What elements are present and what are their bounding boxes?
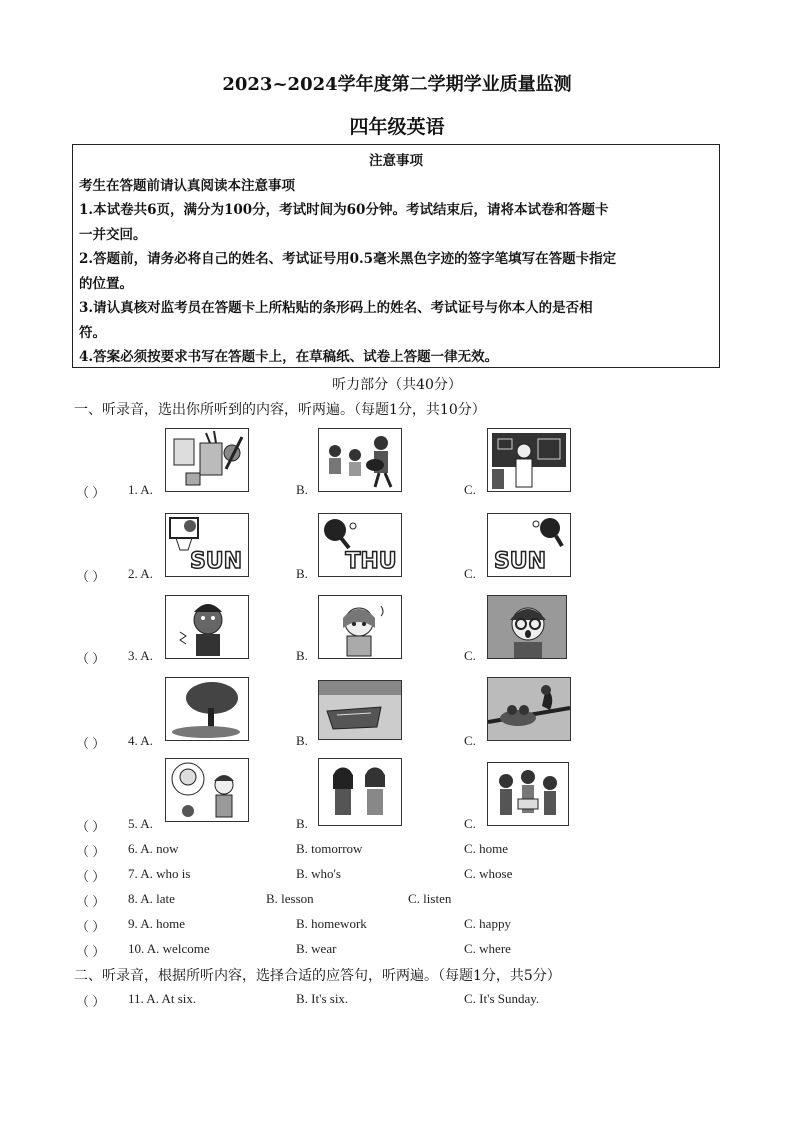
page-title: 2023~2024学年度第二学期学业质量监测: [222, 74, 572, 95]
picture-3b-hot-girl: [318, 595, 402, 659]
option-b: B. It's six.: [296, 991, 349, 1006]
option-a-label: 3. A.: [128, 648, 153, 663]
option-b: B. who's: [296, 866, 341, 881]
option-a: 9. A. home: [128, 916, 186, 931]
picture-3c-surprised-girl: [487, 595, 567, 659]
notice-line: 一并交回。: [79, 226, 147, 243]
option-a: 7. A. who is: [128, 866, 191, 881]
question-row-9: [76, 916, 736, 936]
pic-sun-text: SUN: [189, 549, 243, 574]
answer-bracket[interactable]: （ ）: [76, 819, 106, 834]
answer-bracket[interactable]: （ ）: [76, 569, 106, 584]
picture-1c-teacher-blackboard: [487, 428, 571, 492]
option-c-label: C.: [464, 566, 476, 581]
picture-2b-pingpong-thu: [318, 513, 402, 577]
listening-heading: 听力部分（共40分）: [332, 377, 462, 393]
answer-bracket[interactable]: （ ）: [76, 919, 106, 934]
option-b-label: B.: [296, 482, 308, 497]
notice-line: 1.本试卷共6页，满分为100分，考试时间为60分钟。考试结束后，请将本试卷和答题卡: [79, 202, 609, 218]
answer-bracket[interactable]: （ ）: [76, 869, 106, 884]
notice-heading: 注意事项: [369, 153, 423, 169]
option-b: B. wear: [296, 941, 337, 956]
option-a: 10. A. welcome: [128, 941, 210, 956]
notice-line: 的位置。: [79, 275, 133, 292]
picture-2c-pingpong-sun: [487, 513, 571, 577]
notice-box: [72, 144, 720, 368]
option-a: 6. A. now: [128, 841, 179, 856]
page-subtitle: 四年级英语: [349, 116, 445, 138]
question-row-11: [76, 991, 736, 1011]
picture-2a-basketball-sun: [165, 513, 249, 577]
answer-bracket[interactable]: （ ）: [76, 994, 106, 1009]
option-c: C. It's Sunday.: [464, 991, 540, 1006]
part2-instructions: 二、听录音，根据所听内容，选择合适的应答句，听两遍。（每题1分，共5分）: [74, 968, 561, 984]
option-c: C. where: [464, 941, 511, 956]
answer-bracket[interactable]: （ ）: [76, 844, 106, 859]
answer-bracket[interactable]: （ ）: [76, 894, 106, 909]
option-b: B. lesson: [266, 891, 314, 906]
notice-line: 4.答案必须按要求书写在答题卡上，在草稿纸、试卷上答题一律无效。: [79, 349, 499, 365]
part1-instructions: 一、听录音，选出你所听到的内容，听两遍。（每题1分，共10分）: [74, 402, 486, 418]
option-b-label: B.: [296, 816, 308, 831]
answer-bracket[interactable]: （ ）: [76, 944, 106, 959]
option-b-label: B.: [296, 733, 308, 748]
option-c-label: C.: [464, 648, 476, 663]
picture-5c-friends-reading: [487, 762, 569, 826]
option-b-label: B.: [296, 648, 308, 663]
notice-intro: 考生在答题前请认真阅读本注意事项: [79, 177, 295, 194]
question-row-10: [76, 941, 736, 961]
option-b: B. tomorrow: [296, 841, 363, 856]
option-a-label: 5. A.: [128, 816, 153, 831]
option-b: B. homework: [296, 916, 367, 931]
option-a: 8. A. late: [128, 891, 175, 906]
option-c-label: C.: [464, 816, 476, 831]
option-b-label: B.: [296, 566, 308, 581]
picture-3a-cold-boy: [165, 595, 249, 659]
notice-line: 符。: [79, 324, 106, 341]
notice-line: 2.答题前，请务必将自己的姓名、考试证号用0.5毫米黑色字迹的签字笔填写在答题卡指定: [79, 251, 617, 267]
answer-bracket[interactable]: （ ）: [76, 651, 106, 666]
pic-sun-text: SUN: [493, 549, 547, 574]
picture-5b-two-girls: [318, 758, 402, 826]
option-c-label: C.: [464, 482, 476, 497]
option-a-label: 4. A.: [128, 733, 153, 748]
option-c: C. listen: [408, 891, 452, 906]
picture-4b-boat: [318, 680, 402, 740]
option-a-label: 2. A.: [128, 566, 153, 581]
picture-4c-birds-nest: [487, 677, 571, 741]
option-a: 11. A. At six.: [128, 991, 197, 1006]
picture-4a-tree: [165, 677, 249, 741]
question-row-7: [76, 866, 736, 886]
option-c: C. happy: [464, 916, 511, 931]
question-row-8: [76, 891, 736, 911]
picture-1a-art-supplies: [165, 428, 249, 492]
picture-5a-girl-phone: [165, 758, 249, 822]
option-c-label: C.: [464, 733, 476, 748]
question-row-6: [76, 841, 736, 861]
option-a-label: 1. A.: [128, 482, 153, 497]
pic-thu-text: THU: [345, 549, 397, 574]
notice-line: 3.请认真核对监考员在答题卡上所粘贴的条形码上的姓名、考试证号与你本人的是否相: [79, 300, 593, 316]
option-c: C. home: [464, 841, 509, 856]
answer-bracket[interactable]: （ ）: [76, 485, 106, 500]
picture-1b-family-guitar: [318, 428, 402, 492]
option-c: C. whose: [464, 866, 513, 881]
answer-bracket[interactable]: （ ）: [76, 736, 106, 751]
